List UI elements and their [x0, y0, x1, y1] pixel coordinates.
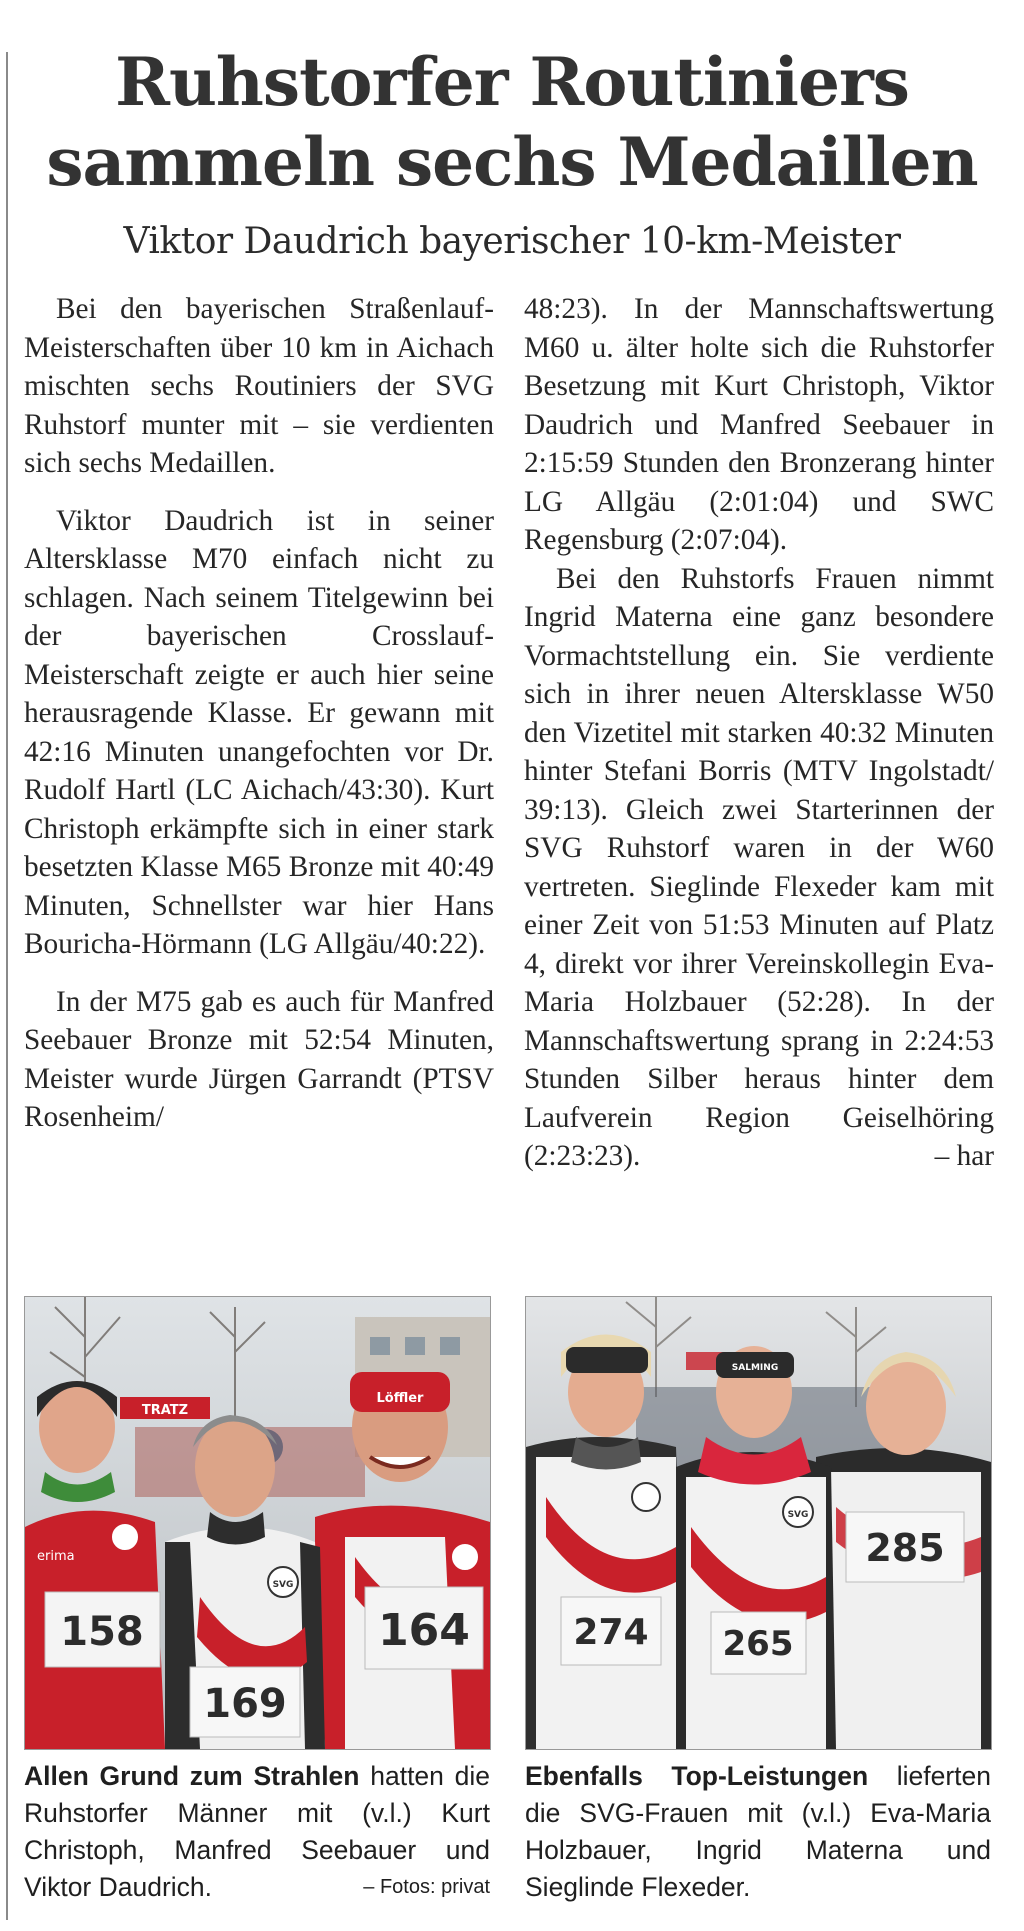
bib-164: 164 — [378, 1605, 470, 1656]
photo-women-runners — [525, 1296, 992, 1750]
paragraph-m75: In der M75 gab es auch für Manfred Seebauer Bronze mit 52:54 Minuten, Meister wurde Jürgen Garrandt (PTSV Rosenheim/ — [24, 985, 494, 1133]
bib-274: 274 — [573, 1612, 649, 1653]
bib-265: 265 — [722, 1624, 794, 1664]
headline — [40, 42, 984, 202]
headline-line-2: sammeln sechs Medaillen — [46, 123, 978, 201]
headline-line-1: Ruhstorfer Routiniers — [115, 43, 909, 121]
photo-men-illustration — [25, 1297, 490, 1749]
club-badge-text: SVG — [272, 1580, 294, 1590]
headband-text: Löffler — [376, 1391, 424, 1406]
paragraph-intro: Bei den bayerischen Straßenlauf-Meisterschaften über 10 km in Aichach mischten sechs Routiniers der SVG Ruhstorf munter mit – sie verdienten sich sechs Medaillen. — [24, 293, 494, 479]
column-rule — [6, 52, 8, 1920]
caption-men — [24, 1758, 490, 1906]
caption-women-text: lieferten die SVG-Frauen mit (v.l.) Eva-Maria Holzbauer, Ingrid Materna und Sieglinde Flexeder. — [525, 1761, 992, 1902]
caption-women-lead: Ebenfalls Top-Leistungen — [525, 1761, 869, 1791]
paragraph-women — [524, 560, 994, 1176]
bib-285: 285 — [865, 1526, 945, 1570]
photo-women-illustration — [526, 1297, 991, 1749]
photo-credit: – Fotos: privat — [363, 1876, 490, 1898]
shirt-brand-text: erima — [37, 1549, 75, 1564]
caption-men-text: hatten die Ruhstorfer Männer mit (v.l.) Kurt Christoph, Manfred Seebauer und Viktor Daudrich. — [24, 1761, 490, 1902]
headband-text-women: SALMING — [731, 1363, 779, 1373]
club-badge-text-women: SVG — [787, 1510, 809, 1520]
paragraph-daudrich: Viktor Daudrich ist in seiner Altersklasse M70 einfach nicht zu schlagen. Nach seinem Titelgewinn bei der bayerischen Crosslauf-Meisterschaft zeigte er auch hier seine herausragende Klasse. Er gewann mit 42:16 Minuten unangefochten vor Dr. Rudolf Hartl (LC Aichach/43:30). Kurt Christoph erkämpfte sich in einer stark besetzten Klasse M65 Bronze mit 40:49 Minuten, Schnellster war hier Hans Bouricha-Hörmann (LG Allgäu/40:22). — [24, 504, 494, 960]
author-signature: – har — [934, 1140, 994, 1172]
subheadline: Viktor Daudrich bayerischer 10-km-Meister — [123, 221, 901, 262]
bib-169: 169 — [203, 1681, 287, 1727]
caption-men-lead: Allen Grund zum Strahlen — [24, 1761, 360, 1791]
caption-women — [525, 1758, 991, 1906]
photo-men-runners — [24, 1296, 491, 1750]
article-column-right — [524, 290, 994, 1176]
paragraph-women-text: Bei den Ruhstorfs Frauen nimmt Ingrid Materna eine ganz besondere Vormachtstellung ein. Sie verdiente sich in ihrer neuen Altersklasse W50 den Vizetitel mit starken 40:32 Minuten hinter Stefani Borris (MTV Ingolstadt/ 39:13). Gleich zwei Starterinnen der SVG Ruhstorf waren in der W60 vertreten. Sieglinde Flexeder kam mit einer Zeit von 51:53 Minuten auf Platz 4, direkt vor ihrer Vereinskollegin Eva-Maria Holzbauer (52:28). In der Mannschaftswertung sprang in 2:24:53 Stunden Silber heraus hinter dem Laufverein Region Geiselhöring (2:23:23). — [524, 562, 994, 1172]
event-sign-text: TRATZ — [141, 1403, 189, 1418]
article-column-left — [24, 290, 494, 1137]
bib-158: 158 — [60, 1609, 144, 1655]
paragraph-team-men: 48:23). In der Mannschaftswertung M60 u. älter holte sich die Ruhstorfer Besetzung mit Kurt Christoph, Viktor Daudrich und Manfred Seebauer in 2:15:59 Stunden den Bronzerang hinter LG Allgäu (2:01:04) und SWC Regensburg (2:07:04). — [524, 293, 994, 556]
